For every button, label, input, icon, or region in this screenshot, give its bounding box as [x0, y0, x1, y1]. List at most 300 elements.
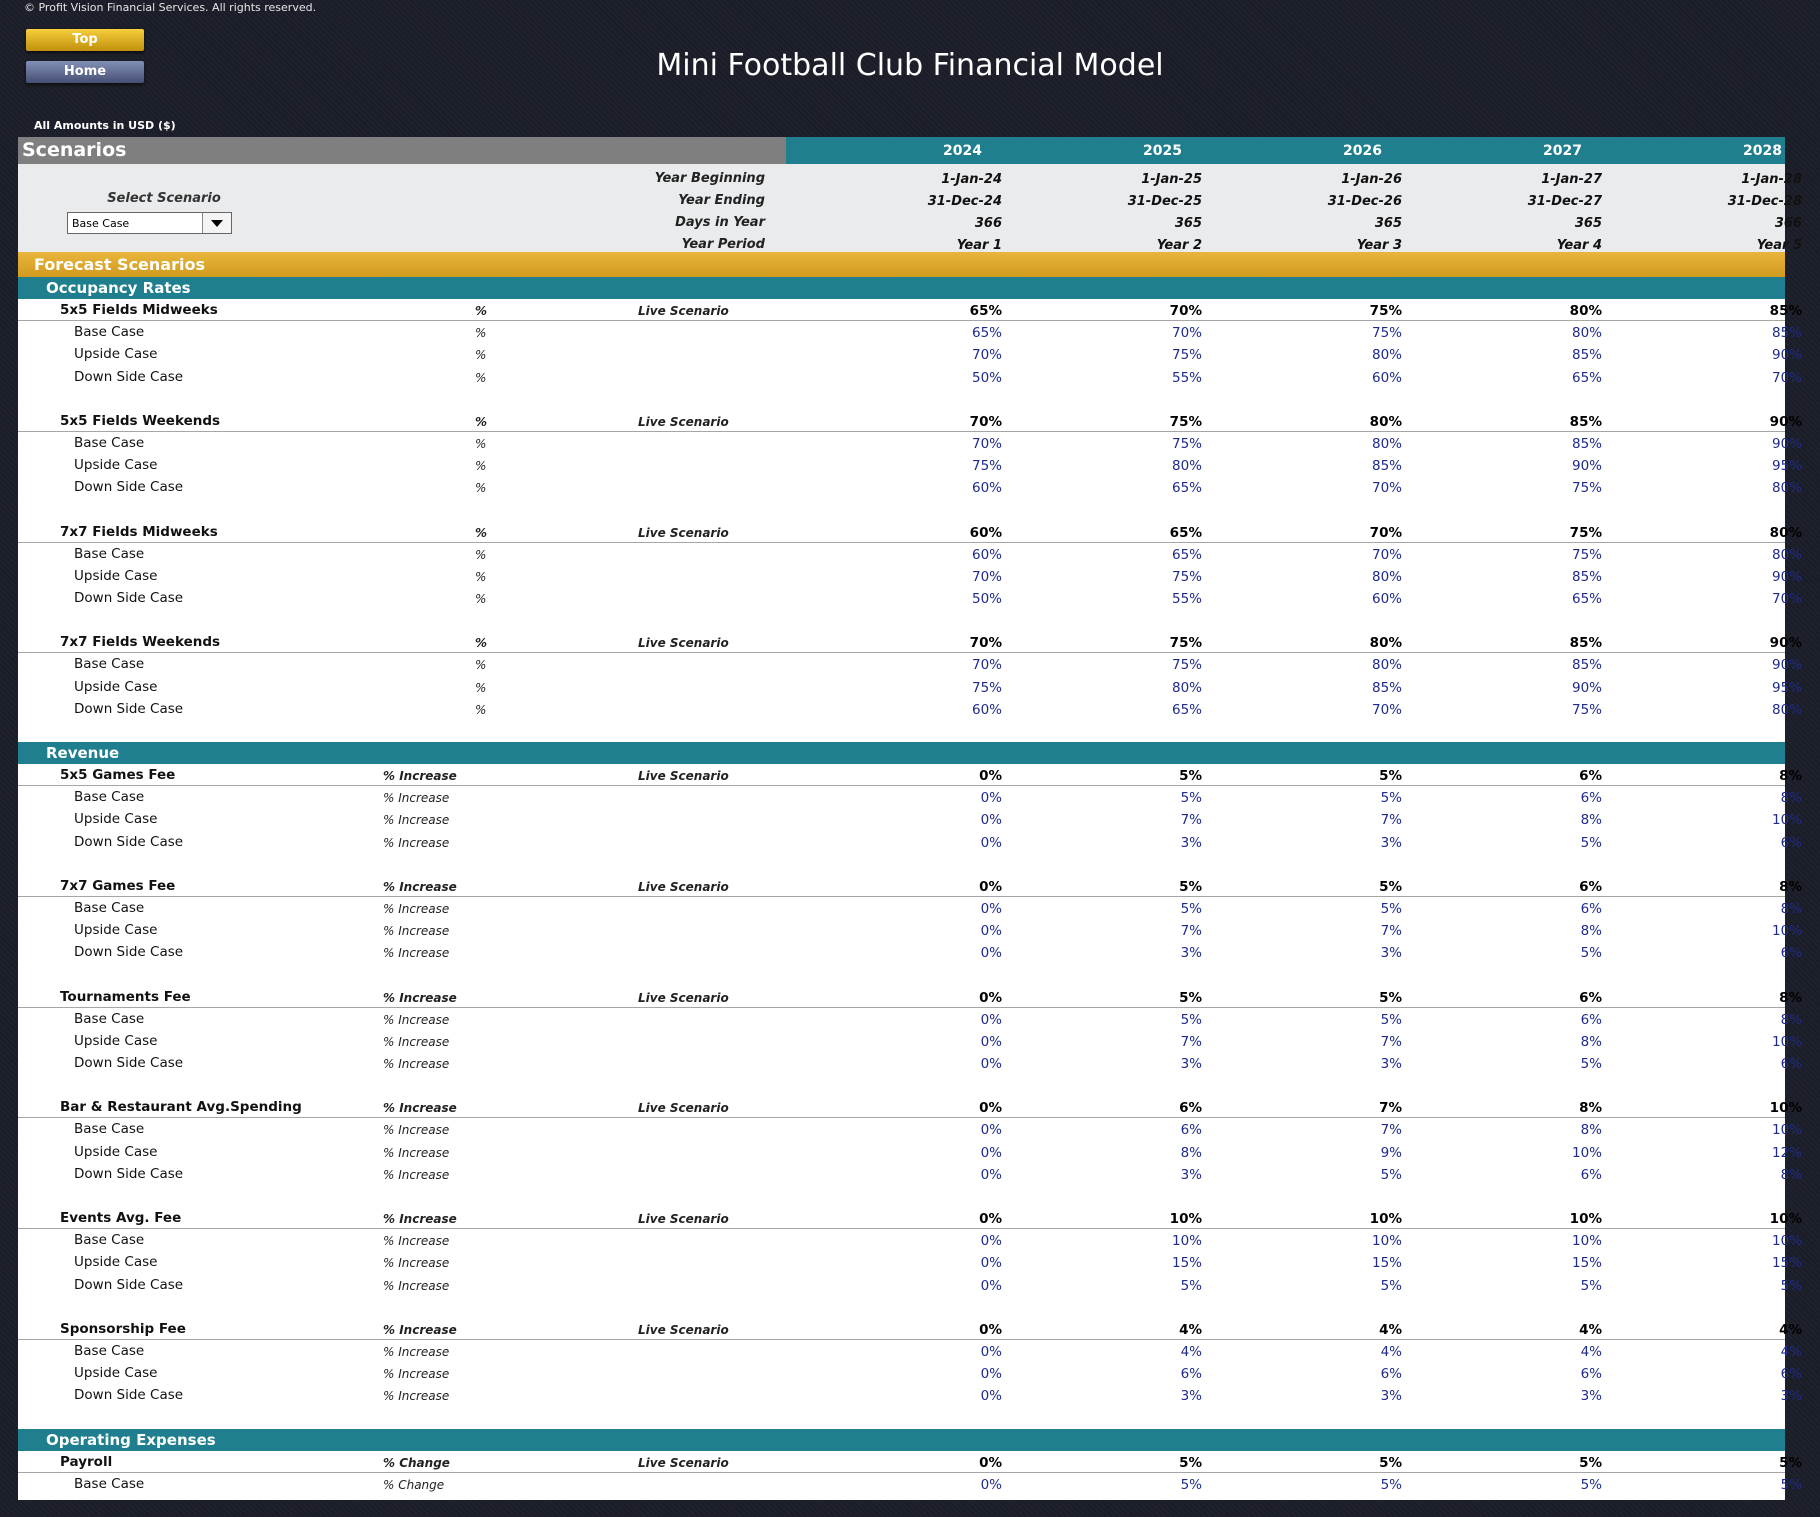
value-cell: 7% [1379, 1100, 1402, 1117]
input-cell[interactable]: 4% [1780, 1343, 1802, 1360]
input-cell[interactable]: 75% [1571, 701, 1602, 718]
input-cell[interactable]: 10% [1771, 812, 1802, 829]
input-cell[interactable]: 80% [1771, 480, 1802, 497]
value-cell: 10% [1169, 1211, 1202, 1227]
input-cell[interactable]: 4% [1180, 1343, 1202, 1360]
input-cell[interactable]: 85% [1571, 657, 1602, 674]
input-cell[interactable]: 55% [1171, 369, 1202, 386]
metric-label: Sponsorship Fee [60, 1320, 186, 1337]
case-label: Upside Case [74, 1032, 158, 1049]
input-cell[interactable]: 5% [1780, 1277, 1802, 1294]
input-cell[interactable]: 0% [980, 945, 1002, 962]
live-scenario-label: Live Scenario [638, 525, 729, 540]
unit-label: % Increase [383, 924, 450, 939]
live-scenario-label: Live Scenario [638, 1322, 729, 1337]
scenario-case-row [18, 676, 1802, 698]
input-cell[interactable]: 7% [1180, 923, 1202, 940]
scenario-case-row [18, 321, 1802, 343]
input-cell[interactable]: 70% [1371, 480, 1402, 497]
input-cell[interactable]: 80% [1371, 347, 1402, 364]
spacer [18, 720, 1785, 742]
unit-label: % Increase [383, 1012, 450, 1027]
value-cell: 4% [1379, 1321, 1402, 1338]
input-cell[interactable]: 75% [971, 679, 1002, 696]
unit-label: % Increase [383, 1234, 450, 1249]
unit-label: % [475, 481, 487, 496]
value-cell: 75% [1569, 524, 1602, 541]
value-cell: 5% [1179, 768, 1202, 784]
metric-label: 7x7 Fields Weekends [60, 634, 221, 651]
value-cell: 80% [1769, 524, 1802, 541]
unit-label: % Change [383, 1455, 450, 1470]
input-cell[interactable]: 90% [1571, 458, 1602, 475]
input-cell[interactable]: 65% [1571, 369, 1602, 386]
input-cell[interactable]: 7% [1180, 1033, 1202, 1050]
input-cell[interactable]: 90% [1771, 657, 1802, 674]
top-button[interactable]: Top [26, 29, 144, 51]
input-cell[interactable]: 3% [1780, 1388, 1802, 1405]
input-cell[interactable]: 5% [1180, 1277, 1202, 1294]
input-cell[interactable]: 5% [1180, 1011, 1202, 1028]
value-cell: 0% [979, 768, 1002, 784]
input-cell[interactable]: 8% [1580, 1033, 1602, 1050]
forecast-scenarios-banner: Forecast Scenarios [18, 252, 1785, 277]
unit-label: % Increase [383, 1367, 450, 1382]
input-cell[interactable]: 60% [1371, 369, 1402, 386]
copyright-text: © Profit Vision Financial Services. All rights reserved. [24, 1, 317, 14]
timeline-value: 366 [1774, 216, 1802, 231]
input-cell[interactable]: 8% [1180, 1144, 1202, 1161]
value-cell: 85% [1569, 413, 1602, 430]
input-cell[interactable]: 70% [971, 435, 1002, 452]
input-cell[interactable]: 0% [980, 1122, 1002, 1139]
input-cell[interactable]: 75% [1171, 347, 1202, 364]
input-cell[interactable]: 75% [1571, 546, 1602, 563]
input-cell[interactable]: 3% [1380, 834, 1402, 851]
scenario-case-row [18, 543, 1802, 565]
unit-label: % Increase [383, 1034, 450, 1049]
timeline-value: 1-Jan-27 [1541, 172, 1602, 187]
value-cell: 0% [979, 1100, 1002, 1117]
input-cell[interactable]: 10% [1771, 1033, 1802, 1050]
input-cell[interactable]: 6% [1180, 1122, 1202, 1139]
input-cell[interactable]: 0% [980, 900, 1002, 917]
home-button[interactable]: Home [26, 61, 144, 83]
scenario-case-row [18, 1384, 1802, 1406]
value-cell: 8% [1579, 1100, 1602, 1117]
case-label: Base Case [74, 656, 145, 673]
value-cell: 5% [1379, 878, 1402, 895]
input-cell[interactable]: 75% [1171, 435, 1202, 452]
unit-label: % Increase [383, 769, 457, 783]
spacer [18, 609, 1785, 631]
case-label: Down Side Case [74, 479, 184, 496]
case-label: Base Case [74, 324, 145, 341]
input-cell[interactable]: 6% [1580, 1166, 1602, 1183]
input-cell[interactable]: 10% [1571, 1233, 1602, 1250]
unit-label: % Increase [383, 835, 450, 850]
timeline-value: Year 2 [1156, 238, 1202, 253]
input-cell[interactable]: 5% [1380, 900, 1402, 917]
input-cell[interactable]: 50% [971, 369, 1002, 386]
input-cell[interactable]: 90% [1771, 568, 1802, 585]
input-cell[interactable]: 0% [980, 1033, 1002, 1050]
input-cell[interactable]: 5% [1580, 834, 1602, 851]
input-cell[interactable]: 8% [1580, 812, 1602, 829]
timeline-value: 31-Dec-28 [1727, 194, 1802, 209]
input-cell[interactable]: 85% [1571, 435, 1602, 452]
input-cell[interactable]: 0% [980, 1056, 1002, 1073]
input-cell[interactable]: 0% [980, 1233, 1002, 1250]
input-cell[interactable]: 90% [1571, 679, 1602, 696]
timeline-value: Year 3 [1356, 238, 1402, 253]
input-cell[interactable]: 15% [1771, 1255, 1802, 1272]
input-cell[interactable]: 0% [980, 1343, 1002, 1360]
input-cell[interactable]: 5% [1180, 790, 1202, 807]
input-cell[interactable]: 80% [1171, 679, 1202, 696]
input-cell[interactable]: 6% [1180, 1366, 1202, 1383]
value-cell: 5% [1379, 1454, 1402, 1471]
unit-label: % [475, 569, 487, 584]
input-cell[interactable]: 0% [980, 812, 1002, 829]
case-label: Upside Case [74, 1254, 158, 1271]
value-cell: 5% [1379, 768, 1402, 784]
value-cell: 5% [1179, 878, 1202, 895]
input-cell[interactable]: 6% [1780, 1056, 1802, 1073]
input-cell[interactable]: 5% [1180, 900, 1202, 917]
input-cell[interactable]: 70% [971, 347, 1002, 364]
input-cell[interactable]: 6% [1580, 1366, 1602, 1383]
value-cell: 10% [1769, 1100, 1802, 1117]
scenario-case-row [18, 366, 1802, 388]
case-label: Upside Case [74, 1143, 158, 1160]
case-label: Down Side Case [74, 1055, 184, 1072]
value-cell: 5% [1179, 1454, 1202, 1471]
input-cell[interactable]: 5% [1580, 945, 1602, 962]
input-cell[interactable]: 5% [1580, 1056, 1602, 1073]
input-cell[interactable]: 5% [1580, 1476, 1602, 1493]
metric-label: 5x5 Fields Weekends [60, 412, 221, 429]
metric-label: 7x7 Games Fee [60, 877, 176, 894]
live-scenario-label: Live Scenario [638, 769, 729, 783]
input-cell[interactable]: 6% [1780, 945, 1802, 962]
input-cell[interactable]: 4% [1580, 1343, 1602, 1360]
input-cell[interactable]: 5% [1380, 1476, 1402, 1493]
scenario-case-row [18, 1251, 1802, 1273]
input-cell[interactable]: 85% [1371, 679, 1402, 696]
input-cell[interactable]: 80% [1371, 657, 1402, 674]
input-cell[interactable]: 0% [980, 1277, 1002, 1294]
case-label: Down Side Case [74, 833, 184, 850]
input-cell[interactable]: 0% [980, 1011, 1002, 1028]
unit-label: % [475, 636, 488, 651]
input-cell[interactable]: 60% [971, 480, 1002, 497]
input-cell[interactable]: 0% [980, 1144, 1002, 1161]
input-cell[interactable]: 10% [1571, 1144, 1602, 1161]
input-cell[interactable]: 85% [1571, 568, 1602, 585]
input-cell[interactable]: 0% [980, 1166, 1002, 1183]
input-cell[interactable]: 90% [1771, 435, 1802, 452]
input-cell[interactable]: 0% [980, 1366, 1002, 1383]
input-cell[interactable]: 3% [1380, 945, 1402, 962]
input-cell[interactable]: 8% [1780, 1166, 1802, 1183]
live-scenario-row [18, 764, 1802, 786]
input-cell[interactable]: 15% [1571, 1255, 1602, 1272]
value-cell: 80% [1369, 413, 1402, 430]
live-scenario-label: Live Scenario [638, 1101, 729, 1116]
input-cell[interactable]: 65% [1571, 591, 1602, 608]
input-cell[interactable]: 80% [1371, 568, 1402, 585]
input-cell[interactable]: 60% [1371, 591, 1402, 608]
unit-label: % Increase [383, 990, 457, 1005]
timeline-row [18, 167, 1802, 189]
input-cell[interactable]: 5% [1380, 1011, 1402, 1028]
unit-label: % [475, 326, 487, 341]
section-header: Occupancy Rates [18, 277, 1785, 299]
input-cell[interactable]: 85% [1571, 347, 1602, 364]
case-label: Upside Case [74, 567, 158, 584]
live-scenario-row [18, 299, 1802, 321]
input-cell[interactable]: 70% [1171, 325, 1202, 342]
value-cell: 70% [969, 635, 1002, 652]
live-scenario-label: Live Scenario [638, 1212, 729, 1226]
input-cell[interactable]: 80% [1771, 546, 1802, 563]
page-title: Mini Football Club Financial Model [656, 48, 1164, 83]
unit-label: % Increase [383, 1167, 450, 1182]
unit-label: % Increase [383, 1123, 450, 1138]
value-cell: 90% [1769, 413, 1802, 430]
year-header: 2025 [1143, 143, 1182, 159]
value-cell: 8% [1779, 878, 1802, 895]
input-cell[interactable]: 0% [980, 1255, 1002, 1272]
input-cell[interactable]: 7% [1180, 812, 1202, 829]
case-label: Down Side Case [74, 1387, 184, 1404]
input-cell[interactable]: 7% [1380, 1122, 1402, 1139]
input-cell[interactable]: 75% [1171, 657, 1202, 674]
timeline-value: Year 1 [956, 238, 1002, 253]
case-label: Upside Case [74, 811, 158, 828]
live-scenario-label: Live Scenario [638, 879, 729, 894]
input-cell[interactable]: 8% [1580, 1122, 1602, 1139]
input-cell[interactable]: 65% [1171, 546, 1202, 563]
timeline-row-label: Year Ending [678, 193, 765, 208]
input-cell[interactable]: 7% [1380, 812, 1402, 829]
input-cell[interactable]: 5% [1380, 1277, 1402, 1294]
input-cell[interactable]: 70% [1771, 369, 1802, 386]
timeline-value: 365 [1574, 216, 1602, 231]
unit-label: % [475, 370, 487, 385]
year-header: 2028 [1743, 143, 1782, 159]
input-cell[interactable]: 10% [1771, 923, 1802, 940]
section-header: Revenue [18, 742, 1785, 764]
input-cell[interactable]: 80% [1571, 325, 1602, 342]
input-cell[interactable]: 75% [971, 458, 1002, 475]
spacer [18, 1495, 1785, 1517]
live-scenario-row [18, 1318, 1802, 1340]
unit-label: % [475, 547, 487, 562]
input-cell[interactable]: 10% [1771, 1122, 1802, 1139]
input-cell[interactable]: 60% [971, 546, 1002, 563]
input-cell[interactable]: 70% [971, 657, 1002, 674]
input-cell[interactable]: 65% [971, 325, 1002, 342]
input-cell[interactable]: 50% [971, 591, 1002, 608]
value-cell: 70% [1369, 524, 1402, 541]
input-cell[interactable]: 8% [1580, 923, 1602, 940]
scenario-case-row [18, 1008, 1802, 1030]
value-cell: 85% [1769, 303, 1802, 319]
value-cell: 0% [979, 1454, 1002, 1471]
value-cell: 10% [1769, 1211, 1802, 1227]
scenario-case-row [18, 565, 1802, 587]
input-cell[interactable]: 65% [1171, 701, 1202, 718]
timeline-value: 31-Dec-25 [1127, 194, 1202, 209]
scenario-case-row [18, 1274, 1802, 1296]
input-cell[interactable]: 60% [971, 701, 1002, 718]
input-cell[interactable]: 9% [1380, 1144, 1402, 1161]
input-cell[interactable]: 15% [1171, 1255, 1202, 1272]
input-cell[interactable]: 3% [1180, 1056, 1202, 1073]
input-cell[interactable]: 3% [1180, 834, 1202, 851]
input-cell[interactable]: 3% [1180, 945, 1202, 962]
input-cell[interactable]: 55% [1171, 591, 1202, 608]
input-cell[interactable]: 0% [980, 834, 1002, 851]
value-cell: 8% [1779, 989, 1802, 1006]
input-cell[interactable]: 85% [1371, 458, 1402, 475]
input-cell[interactable]: 70% [971, 568, 1002, 585]
input-cell[interactable]: 5% [1180, 1476, 1202, 1493]
input-cell[interactable]: 0% [980, 790, 1002, 807]
input-cell[interactable]: 3% [1180, 1166, 1202, 1183]
live-scenario-row [18, 521, 1802, 543]
input-cell[interactable]: 75% [1171, 568, 1202, 585]
input-cell[interactable]: 6% [1380, 1366, 1402, 1383]
year-header: 2024 [943, 143, 982, 159]
unit-label: % Increase [383, 946, 450, 961]
case-label: Base Case [74, 899, 145, 916]
unit-label: % [475, 348, 487, 363]
scenario-case-row [18, 454, 1802, 476]
input-cell[interactable]: 6% [1580, 790, 1602, 807]
input-cell[interactable]: 80% [1171, 458, 1202, 475]
case-label: Down Side Case [74, 944, 184, 961]
input-cell[interactable]: 0% [980, 1476, 1002, 1493]
input-cell[interactable]: 3% [1580, 1388, 1602, 1405]
value-cell: 70% [969, 413, 1002, 430]
timeline-value: 31-Dec-27 [1527, 194, 1602, 209]
input-cell[interactable]: 85% [1771, 325, 1802, 342]
unit-label: % [475, 525, 488, 540]
timeline-value: 31-Dec-26 [1327, 194, 1402, 209]
input-cell[interactable]: 5% [1580, 1277, 1602, 1294]
input-cell[interactable]: 95% [1771, 679, 1802, 696]
value-cell: 6% [1579, 768, 1602, 784]
scenario-case-row [18, 653, 1802, 675]
input-cell[interactable]: 6% [1780, 1366, 1802, 1383]
input-cell[interactable]: 75% [1571, 480, 1602, 497]
unit-label: % Increase [383, 1344, 450, 1359]
input-cell[interactable]: 95% [1771, 458, 1802, 475]
input-cell[interactable]: 8% [1780, 900, 1802, 917]
input-cell[interactable]: 10% [1171, 1233, 1202, 1250]
value-cell: 85% [1569, 635, 1602, 652]
input-cell[interactable]: 5% [1380, 790, 1402, 807]
input-cell[interactable]: 12% [1771, 1144, 1802, 1161]
input-cell[interactable]: 7% [1380, 1033, 1402, 1050]
value-cell: 80% [1569, 303, 1602, 319]
input-cell[interactable]: 70% [1771, 591, 1802, 608]
case-label: Down Side Case [74, 1165, 184, 1182]
input-cell[interactable]: 90% [1771, 347, 1802, 364]
input-cell[interactable]: 8% [1780, 790, 1802, 807]
spacer [18, 499, 1785, 521]
case-label: Base Case [74, 1121, 145, 1138]
scenario-case-row [18, 1118, 1802, 1140]
metric-label: 5x5 Games Fee [60, 767, 176, 783]
input-cell[interactable]: 80% [1771, 701, 1802, 718]
scenarios-title: Scenarios [22, 139, 127, 161]
input-cell[interactable]: 6% [1580, 1011, 1602, 1028]
input-cell[interactable]: 10% [1771, 1233, 1802, 1250]
input-cell[interactable]: 0% [980, 1388, 1002, 1405]
live-scenario-row [18, 875, 1802, 897]
input-cell[interactable]: 10% [1371, 1233, 1402, 1250]
input-cell[interactable]: 7% [1380, 923, 1402, 940]
unit-label: % Increase [383, 1101, 457, 1116]
input-cell[interactable]: 6% [1780, 834, 1802, 851]
case-label: Base Case [74, 1342, 145, 1359]
unit-label: % [475, 680, 487, 695]
input-cell[interactable]: 65% [1171, 480, 1202, 497]
input-cell[interactable]: 3% [1380, 1388, 1402, 1405]
input-cell[interactable]: 70% [1371, 546, 1402, 563]
case-label: Base Case [74, 434, 145, 451]
scenario-case-row [18, 786, 1802, 808]
input-cell[interactable]: 5% [1380, 1166, 1402, 1183]
unit-label: % [475, 592, 487, 607]
live-scenario-row [18, 1096, 1802, 1118]
case-label: Upside Case [74, 457, 158, 474]
scenario-case-row [18, 587, 1802, 609]
spacer [18, 1407, 1785, 1429]
input-cell[interactable]: 80% [1371, 435, 1402, 452]
input-cell[interactable]: 4% [1380, 1343, 1402, 1360]
spacer [18, 964, 1785, 986]
input-cell[interactable]: 15% [1371, 1255, 1402, 1272]
input-cell[interactable]: 3% [1380, 1056, 1402, 1073]
input-cell[interactable]: 70% [1371, 701, 1402, 718]
input-cell[interactable]: 6% [1580, 900, 1602, 917]
timeline-value: 1-Jan-28 [1741, 172, 1802, 187]
scenario-case-row [18, 698, 1802, 720]
input-cell[interactable]: 8% [1780, 1011, 1802, 1028]
year-header: 2027 [1543, 143, 1582, 159]
live-scenario-label: Live Scenario [638, 636, 729, 651]
scenario-dropdown-value: Base Case [72, 217, 130, 230]
input-cell[interactable]: 5% [1780, 1476, 1802, 1493]
input-cell[interactable]: 3% [1180, 1388, 1202, 1405]
input-cell[interactable]: 75% [1371, 325, 1402, 342]
timeline-value: Year 5 [1756, 238, 1802, 253]
timeline-value: 365 [1374, 216, 1402, 231]
live-scenario-row [18, 1207, 1802, 1229]
metric-label: Bar & Restaurant Avg.Spending [60, 1099, 302, 1116]
live-scenario-label: Live Scenario [638, 304, 729, 318]
value-cell: 4% [1579, 1321, 1602, 1338]
spacer [18, 1296, 1785, 1318]
unit-label: % [475, 436, 487, 451]
timeline-row [18, 233, 1802, 255]
input-cell[interactable]: 0% [980, 923, 1002, 940]
